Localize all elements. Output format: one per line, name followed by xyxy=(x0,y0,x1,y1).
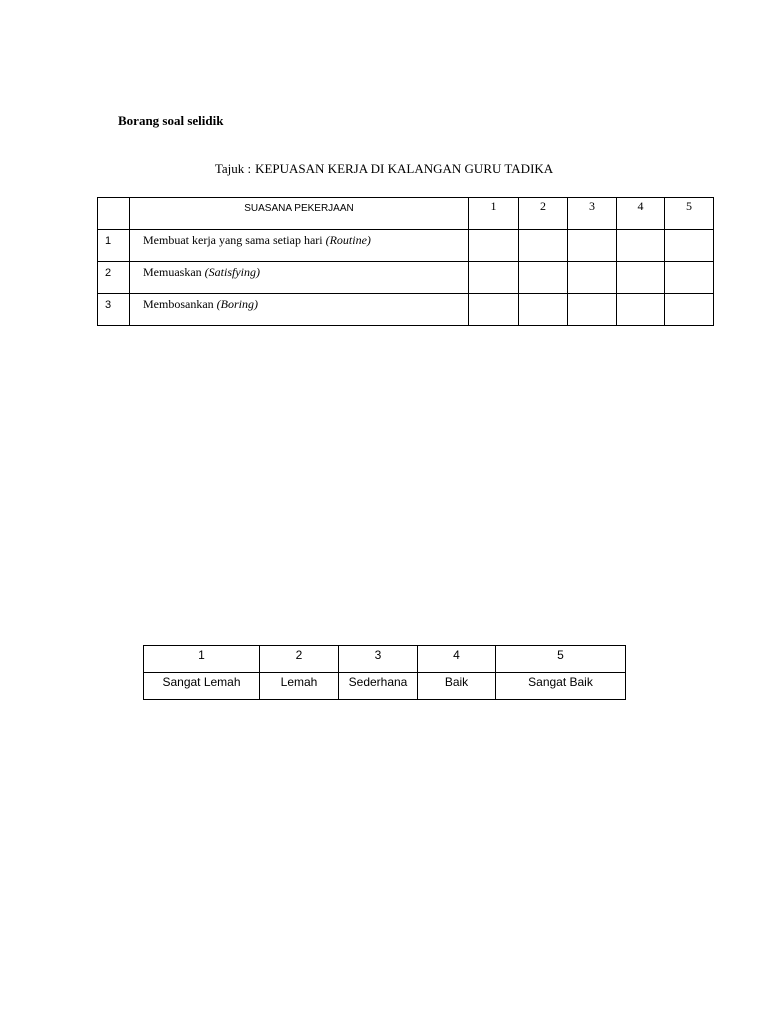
legend-label: Sederhana xyxy=(339,673,418,700)
header-scale-1: 1 xyxy=(469,198,519,230)
survey-table xyxy=(97,197,714,326)
table-row xyxy=(98,262,714,294)
rating-cell-4[interactable] xyxy=(617,262,665,294)
legend-label: Lemah xyxy=(260,673,339,700)
rating-cell-2[interactable] xyxy=(519,262,568,294)
legend-value: 5 xyxy=(496,646,626,673)
rating-cell-1[interactable] xyxy=(469,230,519,262)
rating-cell-5[interactable] xyxy=(665,262,714,294)
statement-english: (Boring) xyxy=(216,297,258,311)
rating-cell-2[interactable] xyxy=(519,294,568,326)
header-number-cell xyxy=(98,198,130,230)
header-scale-4: 4 xyxy=(617,198,665,230)
table-row xyxy=(98,230,714,262)
legend-value: 2 xyxy=(260,646,339,673)
form-title xyxy=(0,161,768,177)
legend-label-row xyxy=(144,673,626,700)
legend-label: Baik xyxy=(418,673,496,700)
header-scale-2: 2 xyxy=(519,198,568,230)
rating-cell-5[interactable] xyxy=(665,230,714,262)
row-statement xyxy=(130,262,469,294)
rating-cell-4[interactable] xyxy=(617,294,665,326)
legend-label: Sangat Lemah xyxy=(144,673,260,700)
header-statement: SUASANA PEKERJAAN xyxy=(130,198,469,230)
legend-value-row xyxy=(144,646,626,673)
rating-cell-2[interactable] xyxy=(519,230,568,262)
header-scale-5: 5 xyxy=(665,198,714,230)
title-label: Tajuk : xyxy=(214,161,252,176)
rating-cell-5[interactable] xyxy=(665,294,714,326)
row-statement xyxy=(130,294,469,326)
header-scale-3: 3 xyxy=(568,198,617,230)
legend-value: 4 xyxy=(418,646,496,673)
rating-cell-3[interactable] xyxy=(568,230,617,262)
rating-cell-3[interactable] xyxy=(568,294,617,326)
statement-english: (Satisfying) xyxy=(204,265,260,279)
legend-value: 1 xyxy=(144,646,260,673)
statement-english: (Routine) xyxy=(325,233,371,247)
row-statement xyxy=(130,230,469,262)
row-number: 3 xyxy=(98,294,130,326)
statement-text: Memuaskan xyxy=(143,265,202,279)
row-number: 2 xyxy=(98,262,130,294)
table-row xyxy=(98,294,714,326)
scale-legend-table xyxy=(143,645,626,700)
form-heading: Borang soal selidik xyxy=(118,113,224,128)
rating-cell-1[interactable] xyxy=(469,294,519,326)
legend-label: Sangat Baik xyxy=(496,673,626,700)
statement-text: Membosankan xyxy=(143,297,214,311)
legend-value: 3 xyxy=(339,646,418,673)
title-text: KEPUASAN KERJA DI KALANGAN GURU TADIKA xyxy=(255,161,554,176)
rating-cell-1[interactable] xyxy=(469,262,519,294)
survey-header-row xyxy=(98,198,714,230)
row-number: 1 xyxy=(98,230,130,262)
statement-text: Membuat kerja yang sama setiap hari xyxy=(143,233,323,247)
rating-cell-4[interactable] xyxy=(617,230,665,262)
rating-cell-3[interactable] xyxy=(568,262,617,294)
